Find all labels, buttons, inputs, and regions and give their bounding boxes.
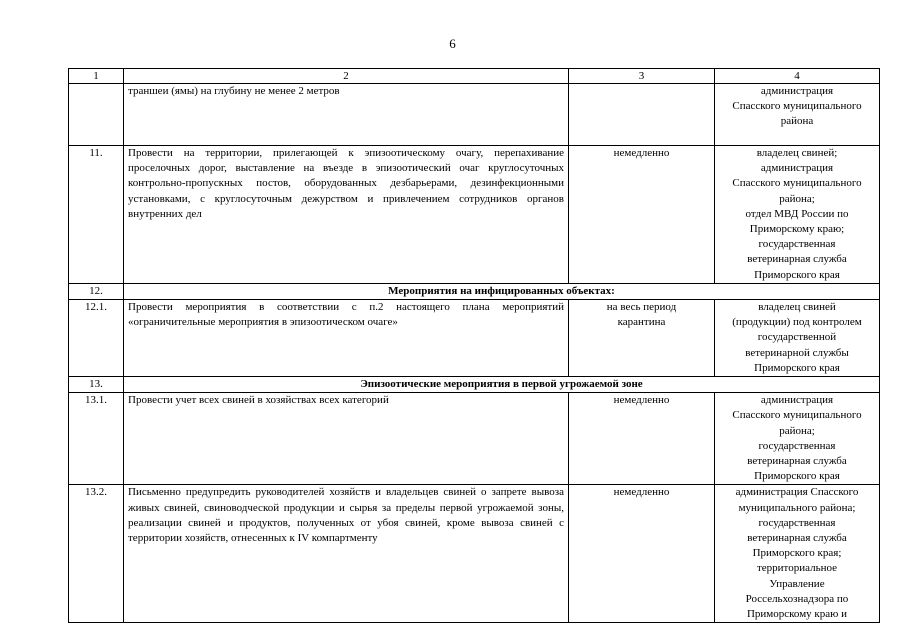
table-row-13-1 [69, 393, 880, 485]
row-responsible: администрация Спасского муниципального района; государственная ветеринарная служба Приморского края; территориальное Управление Россельхознадзора по Приморскому краю и [715, 485, 880, 623]
row-measure: Провести на территории, прилегающей к эпизоотическому очагу, перепахивание проселочных дорог, выставление на въезде в эпизоотический очаг круглосуточных контрольно-пропускных постов, оборудованных дезбарьерами, дезинфекционными установками, с круглосуточным дежурством и привлечением сотрудников органов внутренних дел [124, 146, 569, 284]
row-number [69, 84, 124, 146]
section-row-13 [69, 377, 880, 393]
row-term: немедленно [569, 146, 715, 284]
section-title: Эпизоотические мероприятия в первой угрожаемой зоне [124, 377, 880, 393]
column-number-3: 3 [569, 69, 715, 84]
row-responsible: администрация Спасского муниципального района; государственная ветеринарная служба Приморского края [715, 393, 880, 485]
table-row-13-2 [69, 485, 880, 623]
row-term: немедленно [569, 485, 715, 623]
section-number: 13. [69, 377, 124, 393]
table-header-row [69, 69, 880, 84]
row-measure: Письменно предупредить руководителей хозяйств и владельцев свиней о запрете вывоза живых свиней, свиноводческой продукции и сырья за пределы первой угрожаемой зоны, реализации свиней и продуктов, полученных от убоя свиней, кроме вывоза свиней с территории хозяйств, отнесенных к IV компартменту [124, 485, 569, 623]
page-number: 6 [449, 36, 456, 51]
row-number: 11. [69, 146, 124, 284]
column-number-4: 4 [715, 69, 880, 84]
column-number-2: 2 [124, 69, 569, 84]
table-row-12-1 [69, 300, 880, 377]
row-measure: Провести мероприятия в соответствии с п.2 настоящего плана мероприятий «ограничительные мероприятия в эпизоотическом очаге» [124, 300, 569, 377]
row-number: 12.1. [69, 300, 124, 377]
row-term: немедленно [569, 393, 715, 485]
row-number: 13.2. [69, 485, 124, 623]
table-row-11 [69, 146, 880, 284]
row-term [569, 84, 715, 146]
section-number: 12. [69, 283, 124, 299]
row-term: на весь период карантина [569, 300, 715, 377]
row-number: 13.1. [69, 393, 124, 485]
section-title: Мероприятия на инфицированных объектах: [124, 283, 880, 299]
row-responsible: владелец свиней; администрация Спасского муниципального района; отдел МВД России по Приморскому краю; государственная ветеринарная служба Приморского края [715, 146, 880, 284]
measures-table [68, 68, 880, 623]
row-responsible: администрация Спасского муниципального района [715, 84, 880, 146]
table-row-continuation [69, 84, 880, 146]
row-measure: Провести учет всех свиней в хозяйствах всех категорий [124, 393, 569, 485]
row-responsible: владелец свиней (продукции) под контролем государственной ветеринарной службы Приморского края [715, 300, 880, 377]
column-number-1: 1 [69, 69, 124, 84]
row-measure: траншеи (ямы) на глубину не менее 2 метров [124, 84, 569, 146]
section-row-12 [69, 283, 880, 299]
